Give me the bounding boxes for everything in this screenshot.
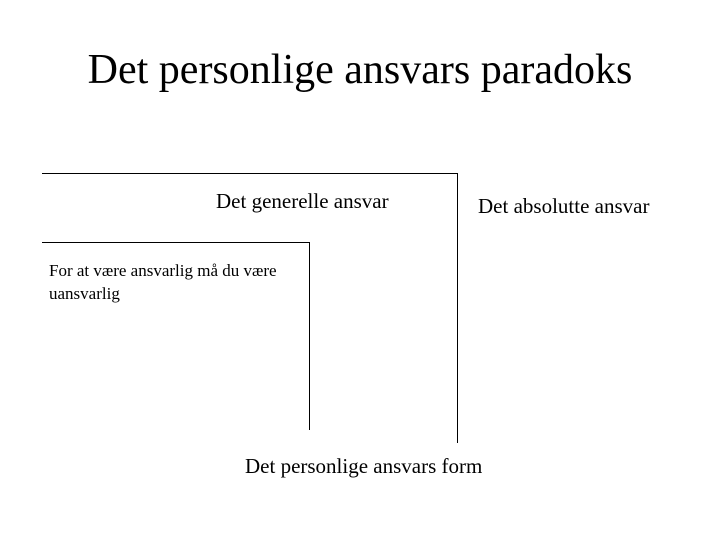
slide-title: Det personlige ansvars paradoks [87, 47, 633, 93]
general-responsibility-label: Det generelle ansvar [216, 189, 389, 213]
inner-mark-horizontal-line [42, 242, 310, 243]
personal-form-label: Det personlige ansvars form [245, 454, 483, 478]
absolute-responsibility-label: Det absolutte ansvar [478, 194, 650, 218]
outer-mark-vertical-line [457, 173, 458, 443]
outer-mark-horizontal-line [42, 173, 458, 174]
paradox-statement-label: For at være ansvarlig må du være uansvarlig [49, 261, 277, 303]
inner-mark-vertical-line [309, 242, 310, 430]
